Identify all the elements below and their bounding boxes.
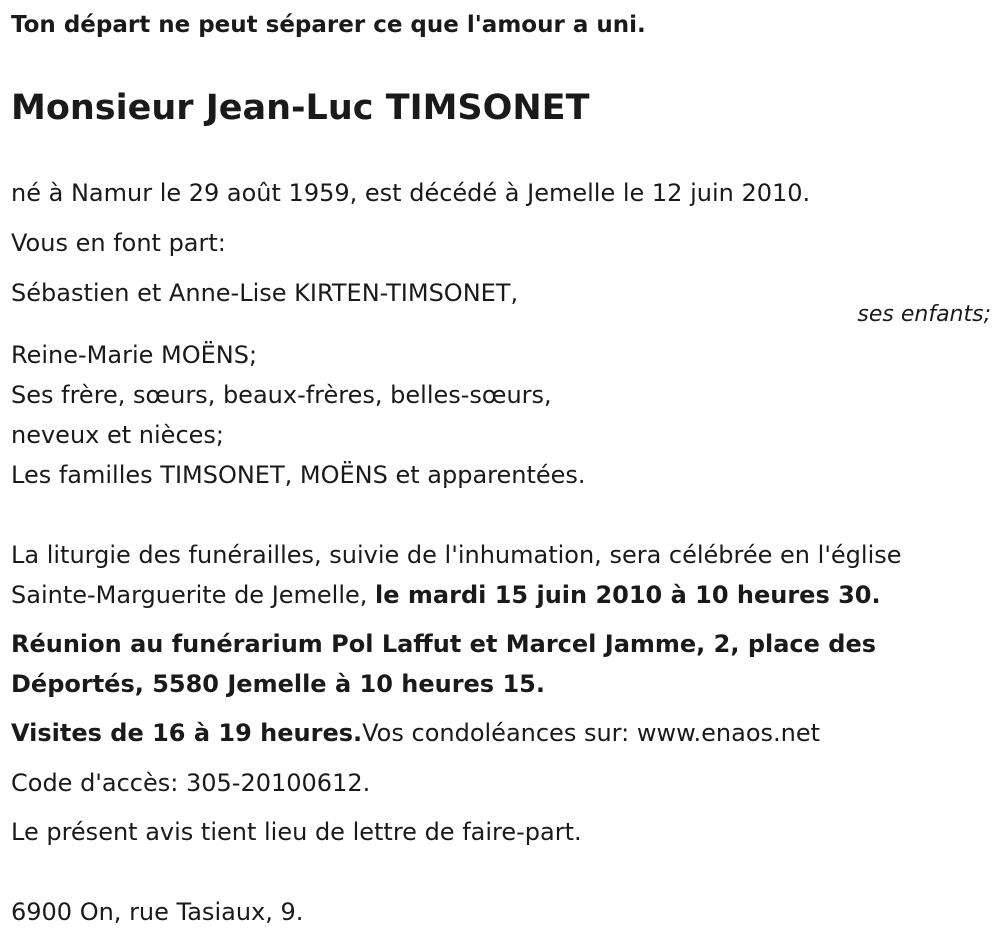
siblings-line-2: neveux et nièces; xyxy=(11,421,224,449)
liturgy-line-2 xyxy=(11,580,881,610)
deceased-name: Monsieur Jean-Luc TIMSONET xyxy=(11,88,590,128)
partner-name: Reine-Marie MOËNS; xyxy=(11,341,258,369)
address: 6900 On, rue Tasiaux, 9. xyxy=(11,898,304,926)
meeting-line-2: Déportés, 5580 Jemelle à 10 heures 15. xyxy=(11,670,545,698)
epigraph: Ton départ ne peut séparer ce que l'amour a uni. xyxy=(11,12,646,38)
access-code: Code d'accès: 305-20100612. xyxy=(11,769,371,797)
obituary-notice xyxy=(11,0,991,947)
liturgy-datetime: le mardi 15 juin 2010 à 10 heures 30. xyxy=(375,581,881,609)
visits-line xyxy=(11,718,820,748)
meeting-line-1: Réunion au funérarium Pol Laffut et Marcel Jamme, 2, place des xyxy=(11,630,877,658)
condolences-text: Vos condoléances sur: www.enaos.net xyxy=(362,719,821,747)
announcement-intro: Vous en font part: xyxy=(11,229,226,257)
families-line: Les familles TIMSONET, MOËNS et apparentées. xyxy=(11,461,586,489)
children-names: Sébastien et Anne-Lise KIRTEN-TIMSONET, xyxy=(11,279,519,307)
siblings-line-1: Ses frère, sœurs, beaux-frères, belles-sœurs, xyxy=(11,381,552,409)
visits-hours: Visites de 16 à 19 heures. xyxy=(11,719,363,747)
liturgy-place: Sainte-Marguerite de Jemelle, xyxy=(11,581,376,609)
children-role: ses enfants; xyxy=(857,302,991,327)
liturgy-line-1: La liturgie des funérailles, suivie de l'inhumation, sera célébrée en l'église xyxy=(11,541,902,569)
birth-death-line: né à Namur le 29 août 1959, est décédé à Jemelle le 12 juin 2010. xyxy=(11,179,811,207)
faire-part-notice: Le présent avis tient lieu de lettre de faire-part. xyxy=(11,818,582,846)
